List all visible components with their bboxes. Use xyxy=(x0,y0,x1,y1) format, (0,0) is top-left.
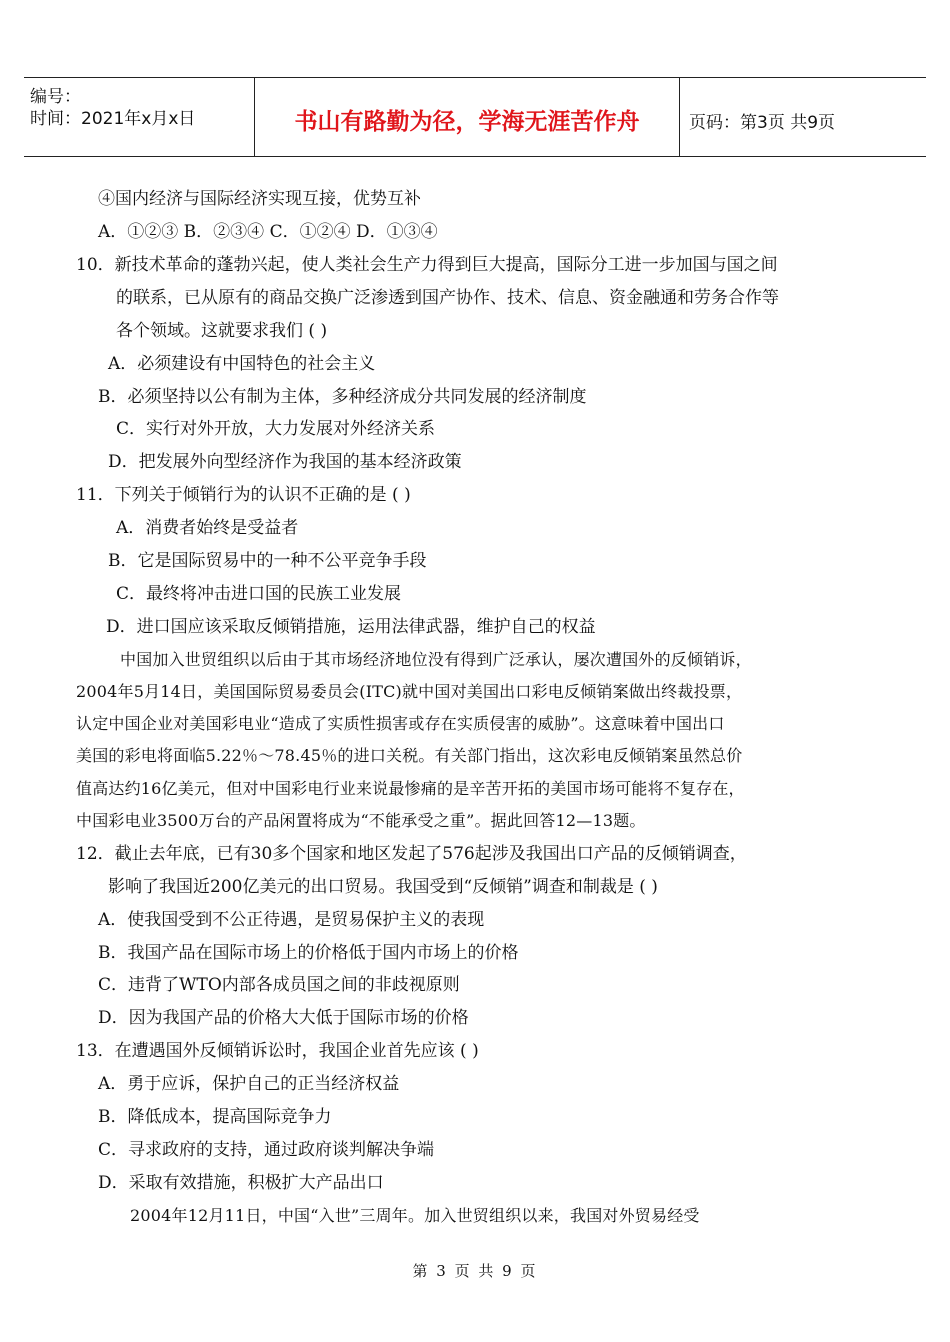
question-11-line: 11．下列关于倾销行为的认识不正确的是 ( ) xyxy=(76,485,411,505)
header-motto: 书山有路勤为径，学海无涯苦作舟 xyxy=(294,109,640,135)
passage-line: 中国彩电业3500万台的产品闲置将成为“不能承受之重”。据此回答12—13题。 xyxy=(76,811,646,830)
header-page-info: 页码：第3页 共9页 xyxy=(689,113,836,133)
option-line: C．最终将冲击进口国的民族工业发展 xyxy=(116,584,402,604)
document-number-label: 编号： xyxy=(30,87,81,107)
option-line: ④国内经济与国际经济实现互接，优势互补 xyxy=(98,189,421,209)
option-line: B．它是国际贸易中的一种不公平竞争手段 xyxy=(108,551,427,571)
question-12-line: 12．截止去年底，已有30多个国家和地区发起了576起涉及我国出口产品的反倾销调查， xyxy=(76,844,747,864)
option-line: B．降低成本，提高国际竞争力 xyxy=(98,1107,332,1127)
question-12-line: 影响了我国近200亿美元的出口贸易。我国受到“反倾销”调查和制裁是 ( ) xyxy=(108,877,658,897)
header-right-cell xyxy=(679,78,926,156)
question-10-line: 的联系，已从原有的商品交换广泛渗透到国产协作、技术、信息、资金融通和劳务合作等 xyxy=(116,288,779,308)
question-10-line: 各个领域。这就要求我们 ( ) xyxy=(116,321,328,341)
header-left-cell xyxy=(24,78,254,156)
question-13-line: 13．在遭遇国外反倾销诉讼时，我国企业首先应该 ( ) xyxy=(76,1041,479,1061)
option-line: D．把发展外向型经济作为我国的基本经济政策 xyxy=(108,452,462,472)
option-line: D．采取有效措施，积极扩大产品出口 xyxy=(98,1173,384,1193)
option-line: A．必须建设有中国特色的社会主义 xyxy=(108,354,376,374)
option-line: A．使我国受到不公正待遇，是贸易保护主义的表现 xyxy=(98,910,485,930)
passage-line: 中国加入世贸组织以后由于其市场经济地位没有得到广泛承认，屡次遭国外的反倾销诉， xyxy=(120,650,752,669)
question-10-line: 10．新技术革命的蓬勃兴起，使人类社会生产力得到巨大提高，国际分工进一步加国与国之间 xyxy=(76,255,778,275)
passage-line: 2004年5月14日，美国国际贸易委员会(ITC)就中国对美国出口彩电反倾销案做出终裁投票， xyxy=(76,682,743,701)
document-time-label: 时间：2021年x月x日 xyxy=(30,109,196,129)
page-footer: 第 3 页 共 9 页 xyxy=(412,1262,538,1280)
option-line: D．因为我国产品的价格大大低于国际市场的价格 xyxy=(98,1008,469,1028)
passage-line: 2004年12月11日，中国“入世”三周年。加入世贸组织以来，我国对外贸易经受 xyxy=(130,1206,700,1225)
option-line: A．①②③ B．②③④ C．①②④ D．①③④ xyxy=(98,222,438,242)
passage-line: 值高达约16亿美元，但对中国彩电行业来说最惨痛的是辛苦开拓的美国市场可能将不复存在， xyxy=(76,779,745,798)
option-line: A．勇于应诉，保护自己的正当经济权益 xyxy=(98,1074,400,1094)
passage-line: 认定中国企业对美国彩电业“造成了实质性损害或存在实质侵害的威胁”。这意味着中国出口 xyxy=(76,714,725,733)
option-line: C．违背了WTO内部各成员国之间的非歧视原则 xyxy=(98,975,460,995)
option-line: C．寻求政府的支持，通过政府谈判解决争端 xyxy=(98,1140,435,1160)
page-header xyxy=(24,77,926,157)
header-middle-cell xyxy=(254,78,680,156)
option-line: B．必须坚持以公有制为主体，多种经济成分共同发展的经济制度 xyxy=(98,387,587,407)
option-line: C．实行对外开放，大力发展对外经济关系 xyxy=(116,419,436,439)
option-line: B．我国产品在国际市场上的价格低于国内市场上的价格 xyxy=(98,943,519,963)
option-line: D．进口国应该采取反倾销措施，运用法律武器，维护自己的权益 xyxy=(106,617,596,637)
option-line: A．消费者始终是受益者 xyxy=(116,518,299,538)
passage-line: 美国的彩电将面临5.22％～78.45％的进口关税。有关部门指出，这次彩电反倾销案虽然总价 xyxy=(76,746,743,765)
